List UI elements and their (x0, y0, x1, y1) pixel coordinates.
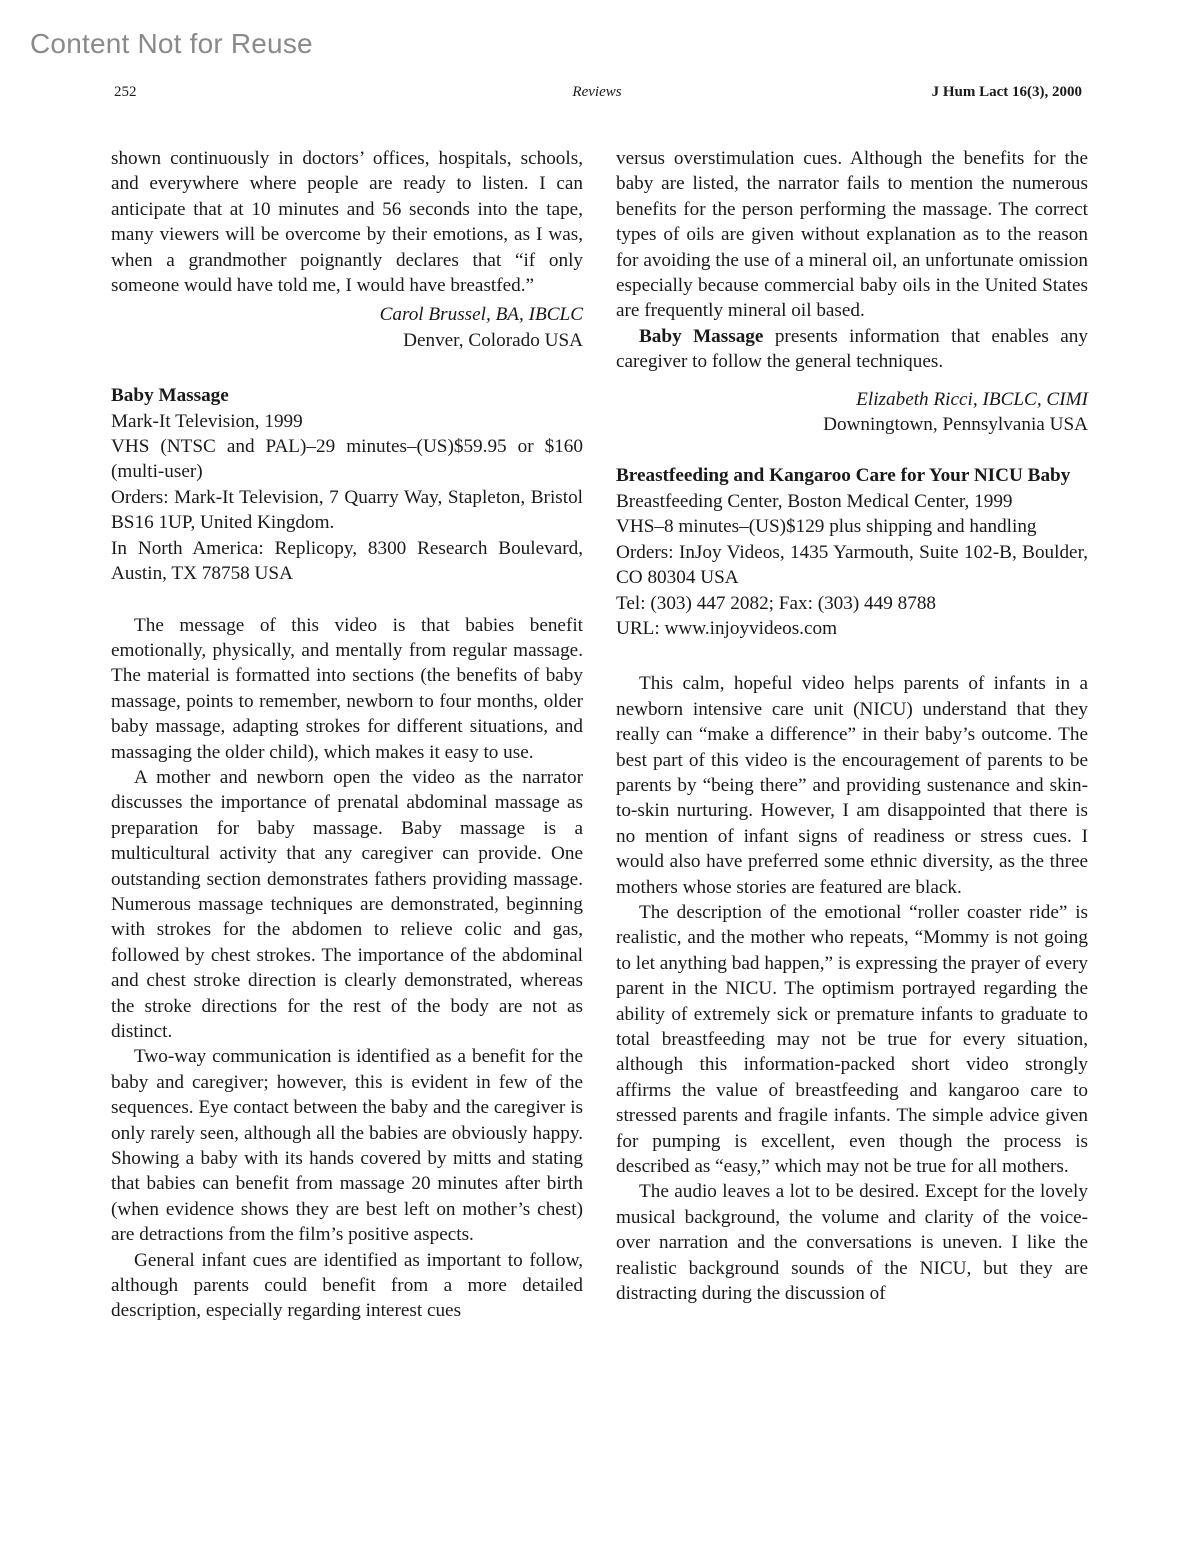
continued-paragraph: versus overstimulation cues. Although the benefits for the baby are listed, the narrator fails to mention the numerous benefits for the person performing the massage. The correct types of oils are given without explanation as to the reason for avoiding the use of a mineral oil, an unfortunate omission especially because commercial baby oils in the United States are frequently mineral oil based. (616, 148, 1088, 322)
review-orders-north-america: In North America: Replicopy, 8300 Research Boulevard, Austin, TX 78758 USA (111, 537, 583, 585)
body-paragraph (616, 324, 1088, 375)
body-paragraph: General infant cues are identified as important to follow, although parents could benefit from a more detailed description, especially regarding interest cues (111, 1249, 583, 1322)
body-paragraph: Two-way communication is identified as a benefit for the baby and caregiver; however, this is evident in few of the sequences. Eye contact between the baby and the caregiver is only rarely seen, although all the babies are obviously happy. Showing a baby with its hands covered by mitts and stating that babies can benefit from massage 20 minutes after birth (when evidence shows they are best left on mother’s chest) are detractions from the film’s positive aspects. (111, 1046, 583, 1246)
body-paragraph: This calm, hopeful video helps parents of infants in a newborn intensive care unit (NICU) understand that they really can “make a difference” in their baby’s outcome. The best part of this video is the encouragement of parents to be parents by “being there” and providing sustenance and skin-to-skin nurturing. However, I am disappointed that there is no mention of infant signs of readiness or stress cues. I would also have preferred some ethnic diversity, as the three mothers whose stories are featured are black. (616, 673, 1088, 898)
review-phone-fax: Tel: (303) 447 2082; Fax: (303) 449 8788 (616, 592, 937, 614)
section-title: Reviews (572, 84, 622, 100)
review-orders: Orders: Mark-It Television, 7 Quarry Way, Stapleton, Bristol BS16 1UP, United Kingdom. (111, 486, 583, 534)
right-column (616, 146, 1088, 1306)
body-paragraph: The audio leaves a lot to be desired. Except for the lovely musical background, the volume and clarity of the voice-over narration and the conversations is uneven. I like the realistic background sounds of the NICU, but they are distracting during the discussion of (616, 1181, 1088, 1305)
review-producer: Mark-It Television, 1999 (111, 410, 303, 432)
body-paragraph: The message of this video is that babies benefit emotionally, physically, and mentally from regular massage. The material is formatted into sections (the benefits of baby massage, points to remember, newborn to four months, older baby massage, adapting strokes for different situations, and massaging the older child), which makes it easy to use. (111, 614, 583, 763)
review-producer: Breastfeeding Center, Boston Medical Center, 1999 (616, 490, 1013, 512)
reviewer-location: Denver, Colorado USA (403, 329, 583, 351)
reviewer-location: Downingtown, Pennsylvania USA (823, 414, 1088, 436)
page-number: 252 (114, 84, 137, 100)
review-orders: Orders: InJoy Videos, 1435 Yarmouth, Suite 102-B, Boulder, CO 80304 USA (616, 541, 1088, 589)
review-header (616, 463, 1088, 641)
reviewer-signature (111, 302, 583, 353)
left-column (111, 146, 583, 1324)
review-title: Baby Massage (111, 385, 229, 407)
review-url: URL: www.injoyvideos.com (616, 617, 837, 639)
review-title: Breastfeeding and Kangaroo Care for Your NICU Baby (616, 465, 1071, 487)
running-head (112, 84, 1082, 106)
inline-title: Baby Massage (639, 325, 764, 347)
watermark: Content Not for Reuse (30, 28, 313, 59)
inline-text: presents information that enables any caregiver to follow the general techniques. (616, 325, 1088, 373)
reviewer-name: Carol Brussel, BA, IBCLC (379, 304, 583, 326)
review-format: VHS–8 minutes–(US)$129 plus shipping and handling (616, 516, 1037, 538)
body-paragraph: The description of the emotional “roller coaster ride” is realistic, and the mother who repeats, “Mommy is not going to let anything bad happen,” is expressing the prayer of every parent in the NICU. The optimism portrayed regarding the ability of extremely sick or premature infants to graduate to total breastfeeding may not be true for every situation, although this information-packed short video strongly affirms the value of breastfeeding and kangaroo care to stressed parents and fragile infants. The simple advice given for pumping is excellent, even though the process is described as “easy,” which may not be true for all mothers. (616, 901, 1088, 1178)
review-header (111, 383, 583, 586)
continued-paragraph: shown continuously in doctors’ offices, hospitals, schools, and everywhere where people are ready to listen. I can anticipate that at 10 minutes and 56 seconds into the tape, many viewers will be overcome by their emotions, as I was, when a grandmother poignantly declares that “if only someone would have told me, I would have breastfed.” (111, 148, 583, 297)
journal-citation: J Hum Lact 16(3), 2000 (931, 84, 1082, 100)
reviewer-name: Elizabeth Ricci, IBCLC, CIMI (856, 388, 1088, 410)
body-paragraph: A mother and newborn open the video as the narrator discusses the importance of prenatal abdominal massage as preparation for baby massage. Baby massage is a multicultural activity that any caregiver can provide. One outstanding section demonstrates fathers providing massage. Numerous massage techniques are demonstrated, beginning with strokes for the abdomen to relieve colic and gas, followed by chest strokes. The importance of the abdominal and chest stroke direction is clearly demonstrated, whereas the stroke directions for the rest of the body are not as distinct. (111, 766, 583, 1042)
reviewer-signature (616, 387, 1088, 438)
review-format: VHS (NTSC and PAL)–29 minutes–(US)$59.95 or $160 (multi-user) (111, 436, 583, 483)
